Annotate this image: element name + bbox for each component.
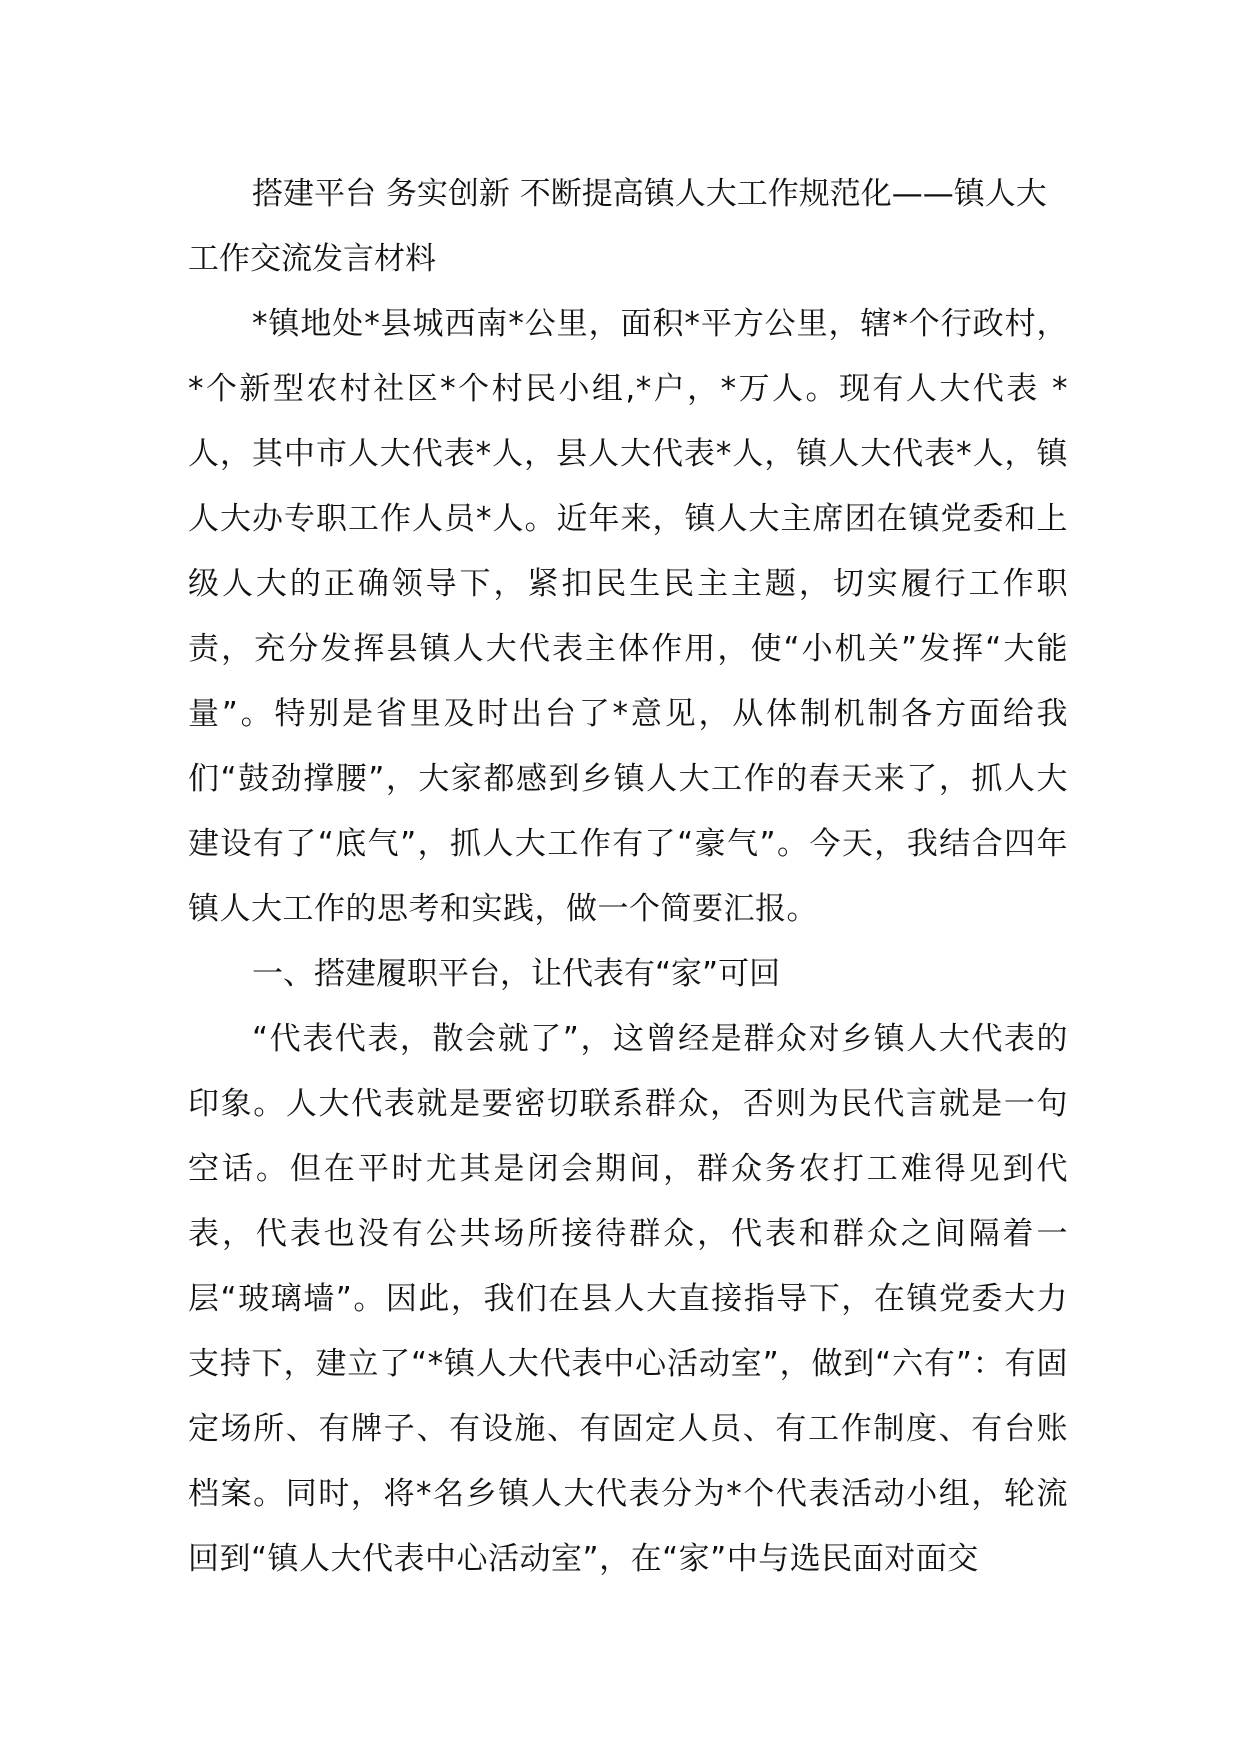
document-page [188, 162, 1068, 1592]
intro-paragraph: *镇地处*县城西南*公里，面积*平方公里，辖*个行政村，*个新型农村社区*个村民小组,*户，*万人。现有人大代表 *人，其中市人大代表*人，县人大代表*人，镇人大代表*人，镇人大办专职工作人员*人。近年来，镇人大主席团在镇党委和上级人大的正确领导下，紧扣民生民主主题，切实履行工作职责，充分发挥县镇人大代表主体作用，使“小机关”发挥“大能量”。特别是省里及时出台了*意见，从体制机制各方面给我们“鼓劲撑腰”，大家都感到乡镇人大工作的春天来了，抓人大建设有了“底气”，抓人大工作有了“豪气”。今天，我结合四年镇人大工作的思考和实践，做一个简要汇报。 [188, 306, 1068, 927]
document-title: 搭建平台 务实创新 不断提高镇人大工作规范化——镇人大工作交流发言材料 [188, 176, 1047, 277]
section-heading: 一、搭建履职平台，让代表有“家”可回 [252, 956, 781, 992]
section-paragraph: “代表代表，散会就了”，这曾经是群众对乡镇人大代表的印象。人大代表就是要密切联系群众，否则为民代言就是一句空话。但在平时尤其是闭会期间，群众务农打工难得见到代表，代表也没有公共场所接待群众，代表和群众之间隔着一层“玻璃墙”。因此，我们在县人大直接指导下，在镇党委大力支持下，建立了“*镇人大代表中心活动室”，做到“六有”：有固定场所、有牌子、有设施、有固定人员、有工作制度、有台账档案。同时，将*名乡镇人大代表分为*个代表活动小组，轮流回到“镇人大代表中心活动室”，在“家”中与选民面对面交 [188, 1021, 1068, 1577]
